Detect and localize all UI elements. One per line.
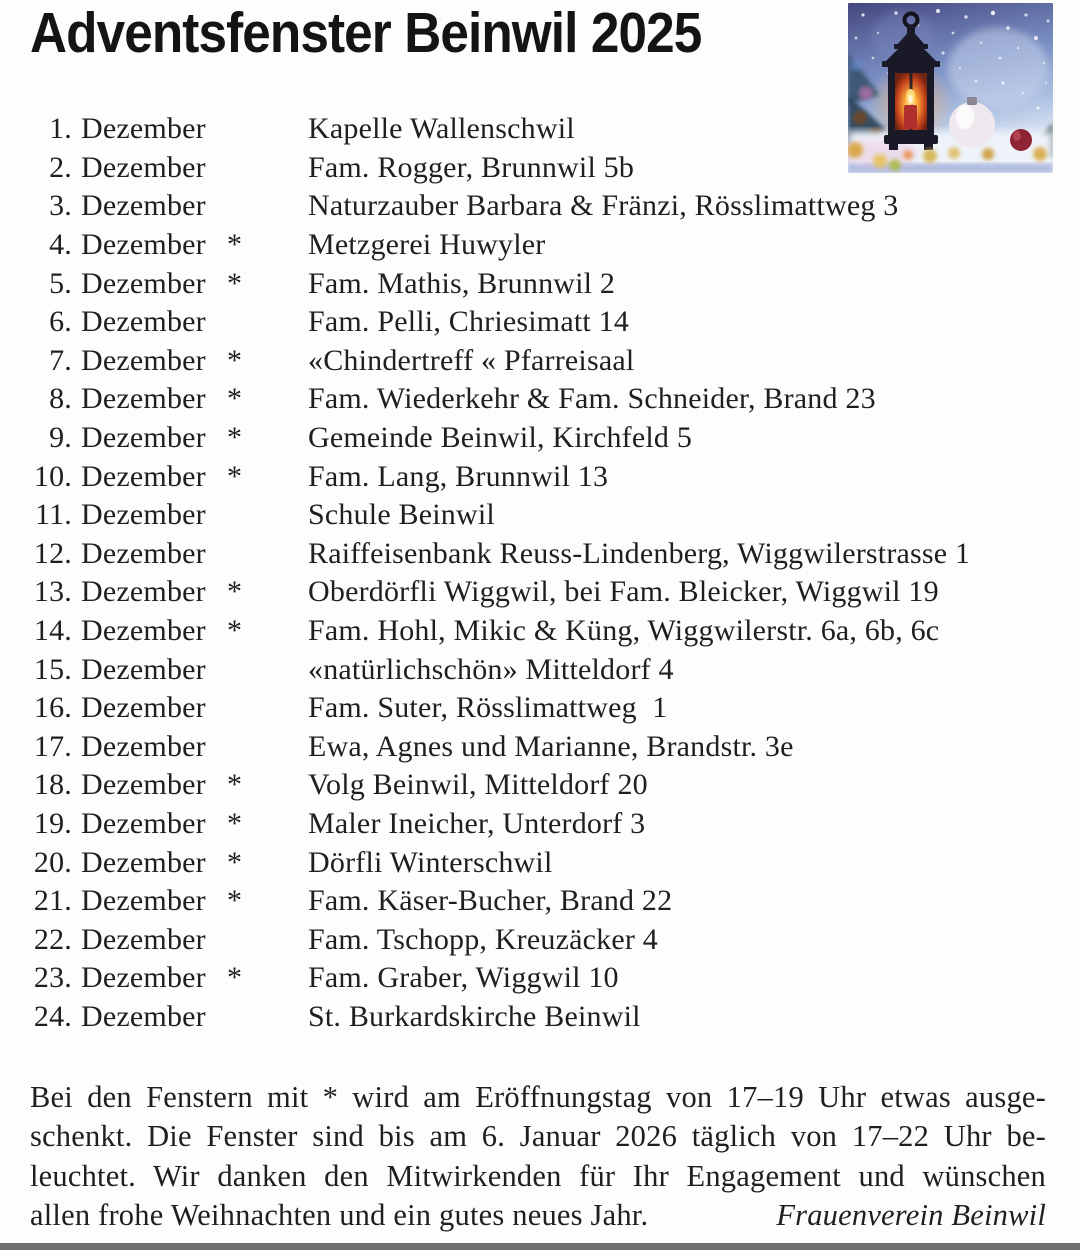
entry-day-number: 22. (33, 922, 72, 956)
entry-month: Dezember (81, 691, 206, 725)
entry-star-marker: * (227, 961, 243, 995)
entry-month: Dezember (81, 922, 206, 956)
advent-entry-row (30, 419, 1070, 458)
entry-month: Dezember (81, 421, 206, 455)
entry-location: St. Burkardskirche Beinwil (308, 999, 641, 1033)
entry-location: Schule Beinwil (308, 498, 495, 532)
entry-location: Fam. Lang, Brunnwil 13 (308, 459, 609, 493)
entry-month: Dezember (81, 150, 206, 184)
entry-location: Fam. Käser-Bucher, Brand 22 (308, 884, 673, 918)
entry-day-number: 1. (49, 112, 72, 146)
entry-star-marker: * (227, 614, 243, 648)
advent-entry-row (30, 303, 1070, 342)
entry-month: Dezember (81, 266, 206, 300)
entry-day-number: 7. (49, 343, 72, 377)
entry-day-number: 21. (33, 884, 72, 918)
advent-entry-row (30, 612, 1070, 651)
entry-location: Fam. Suter, Rösslimattweg 1 (308, 691, 668, 725)
footer-closing-text: allen frohe Weihnachten und ein gutes neues Jahr. (30, 1197, 649, 1232)
entry-star-marker: * (227, 845, 243, 879)
advent-entry-row (30, 149, 1070, 188)
entry-location: Fam. Rogger, Brunnwil 5b (308, 150, 635, 184)
entry-month: Dezember (81, 536, 206, 570)
entry-star-marker: * (227, 768, 243, 802)
advent-entry-row (30, 728, 1070, 767)
advent-entry-row (30, 342, 1070, 381)
footer-last-line (30, 1196, 1046, 1235)
entry-location: Fam. Pelli, Chriesimatt 14 (308, 305, 630, 339)
advent-entry-row (30, 689, 1070, 728)
entry-location: Ewa, Agnes und Marianne, Brandstr. 3e (308, 729, 794, 763)
advent-entry-row (30, 535, 1070, 574)
entry-location: Gemeinde Beinwil, Kirchfeld 5 (308, 421, 693, 455)
entry-month: Dezember (81, 614, 206, 648)
entry-location: Kapelle Wallenschwil (308, 112, 575, 146)
advent-entry-row (30, 380, 1070, 419)
entry-month: Dezember (81, 343, 206, 377)
entry-month: Dezember (81, 806, 206, 840)
entry-day-number: 11. (35, 498, 72, 532)
advent-entry-row (30, 264, 1070, 303)
entry-day-number: 3. (49, 189, 72, 223)
entry-day-number: 20. (33, 845, 72, 879)
entry-month: Dezember (81, 884, 206, 918)
advent-entry-row (30, 882, 1070, 921)
entry-day-number: 4. (49, 228, 72, 262)
entry-month: Dezember (81, 729, 206, 763)
entry-day-number: 10. (33, 459, 72, 493)
advent-entry-row (30, 920, 1070, 959)
advent-entry-row (30, 573, 1070, 612)
entry-month: Dezember (81, 459, 206, 493)
entry-month: Dezember (81, 575, 206, 609)
advent-entry-row (30, 496, 1070, 535)
entry-star-marker: * (227, 459, 243, 493)
entry-month: Dezember (81, 652, 206, 686)
footer-line: Bei den Fenstern mit * wird am Eröffnungstag von 17–19 Uhr etwas ausge- (30, 1080, 1046, 1114)
advent-entry-row (30, 457, 1070, 496)
advent-entry-row (30, 650, 1070, 689)
entry-star-marker: * (227, 884, 243, 918)
entry-location: Fam. Tschopp, Kreuzäcker 4 (308, 922, 658, 956)
advent-entry-row (30, 110, 1070, 149)
advent-entry-row (30, 226, 1070, 265)
advent-entry-row (30, 187, 1070, 226)
entry-location: «natürlichschön» Mitteldorf 4 (308, 652, 674, 686)
page-title: Adventsfenster Beinwil 2025 (30, 1, 702, 65)
entry-location: Metzgerei Huwyler (308, 228, 546, 262)
advent-entry-row (30, 805, 1070, 844)
entry-day-number: 19. (33, 806, 72, 840)
footer-signature: Frauenverein Beinwil (776, 1197, 1046, 1232)
bottom-rule (0, 1243, 1080, 1250)
entry-location: Fam. Wiederkehr & Fam. Schneider, Brand 23 (308, 382, 876, 416)
entry-day-number: 15. (33, 652, 72, 686)
entry-month: Dezember (81, 382, 206, 416)
entry-star-marker: * (227, 575, 243, 609)
footer-line: leuchtet. Wir danken den Mitwirkenden für Ihr Engagement und wünschen (30, 1158, 1046, 1193)
entry-month: Dezember (81, 961, 206, 995)
entry-day-number: 18. (33, 768, 72, 802)
entry-location: Dörfli Winterschwil (308, 845, 553, 879)
entry-location: Raiffeisenbank Reuss-Lindenberg, Wiggwilerstrasse 1 (308, 536, 971, 570)
entry-day-number: 6. (49, 305, 72, 339)
entry-star-marker: * (227, 421, 243, 455)
entry-star-marker: * (227, 228, 243, 262)
entry-day-number: 12. (33, 536, 72, 570)
entry-day-number: 14. (33, 614, 72, 648)
footer-line: schenkt. Die Fenster sind bis am 6. Januar 2026 täglich von 17–22 Uhr be- (30, 1119, 1046, 1154)
entry-day-number: 13. (33, 575, 72, 609)
entry-month: Dezember (81, 228, 206, 262)
entry-day-number: 17. (33, 729, 72, 763)
entry-month: Dezember (81, 305, 206, 339)
entry-day-number: 8. (49, 382, 72, 416)
entry-location: Volg Beinwil, Mitteldorf 20 (308, 768, 648, 802)
advent-entry-row (30, 843, 1070, 882)
entry-day-number: 2. (49, 150, 72, 184)
footer-paragraph (30, 1078, 1046, 1235)
entry-star-marker: * (227, 382, 243, 416)
entry-location: «Chindertreff « Pfarreisaal (308, 343, 635, 377)
entry-month: Dezember (81, 189, 206, 223)
entry-month: Dezember (81, 845, 206, 879)
entry-day-number: 5. (49, 266, 72, 300)
entry-location: Fam. Mathis, Brunnwil 2 (308, 266, 616, 300)
entry-month: Dezember (81, 768, 206, 802)
entry-star-marker: * (227, 266, 243, 300)
entry-location: Maler Ineicher, Unterdorf 3 (308, 806, 646, 840)
entry-location: Fam. Hohl, Mikic & Küng, Wiggwilerstr. 6a, 6b, 6c (308, 614, 940, 648)
entry-month: Dezember (81, 498, 206, 532)
entry-month: Dezember (81, 112, 206, 146)
advent-entry-row (30, 959, 1070, 998)
entry-day-number: 24. (33, 999, 72, 1033)
entry-month: Dezember (81, 999, 206, 1033)
entry-location: Naturzauber Barbara & Fränzi, Rösslimattweg 3 (308, 189, 899, 223)
entry-day-number: 9. (49, 421, 72, 455)
entry-location: Oberdörfli Wiggwil, bei Fam. Bleicker, Wiggwil 19 (308, 575, 939, 609)
advent-entry-row (30, 998, 1070, 1037)
entry-day-number: 23. (33, 961, 72, 995)
advent-calendar-list (30, 110, 1070, 1036)
entry-day-number: 16. (33, 691, 72, 725)
advent-entry-row (30, 766, 1070, 805)
entry-star-marker: * (227, 343, 243, 377)
entry-star-marker: * (227, 806, 243, 840)
entry-location: Fam. Graber, Wiggwil 10 (308, 961, 619, 995)
